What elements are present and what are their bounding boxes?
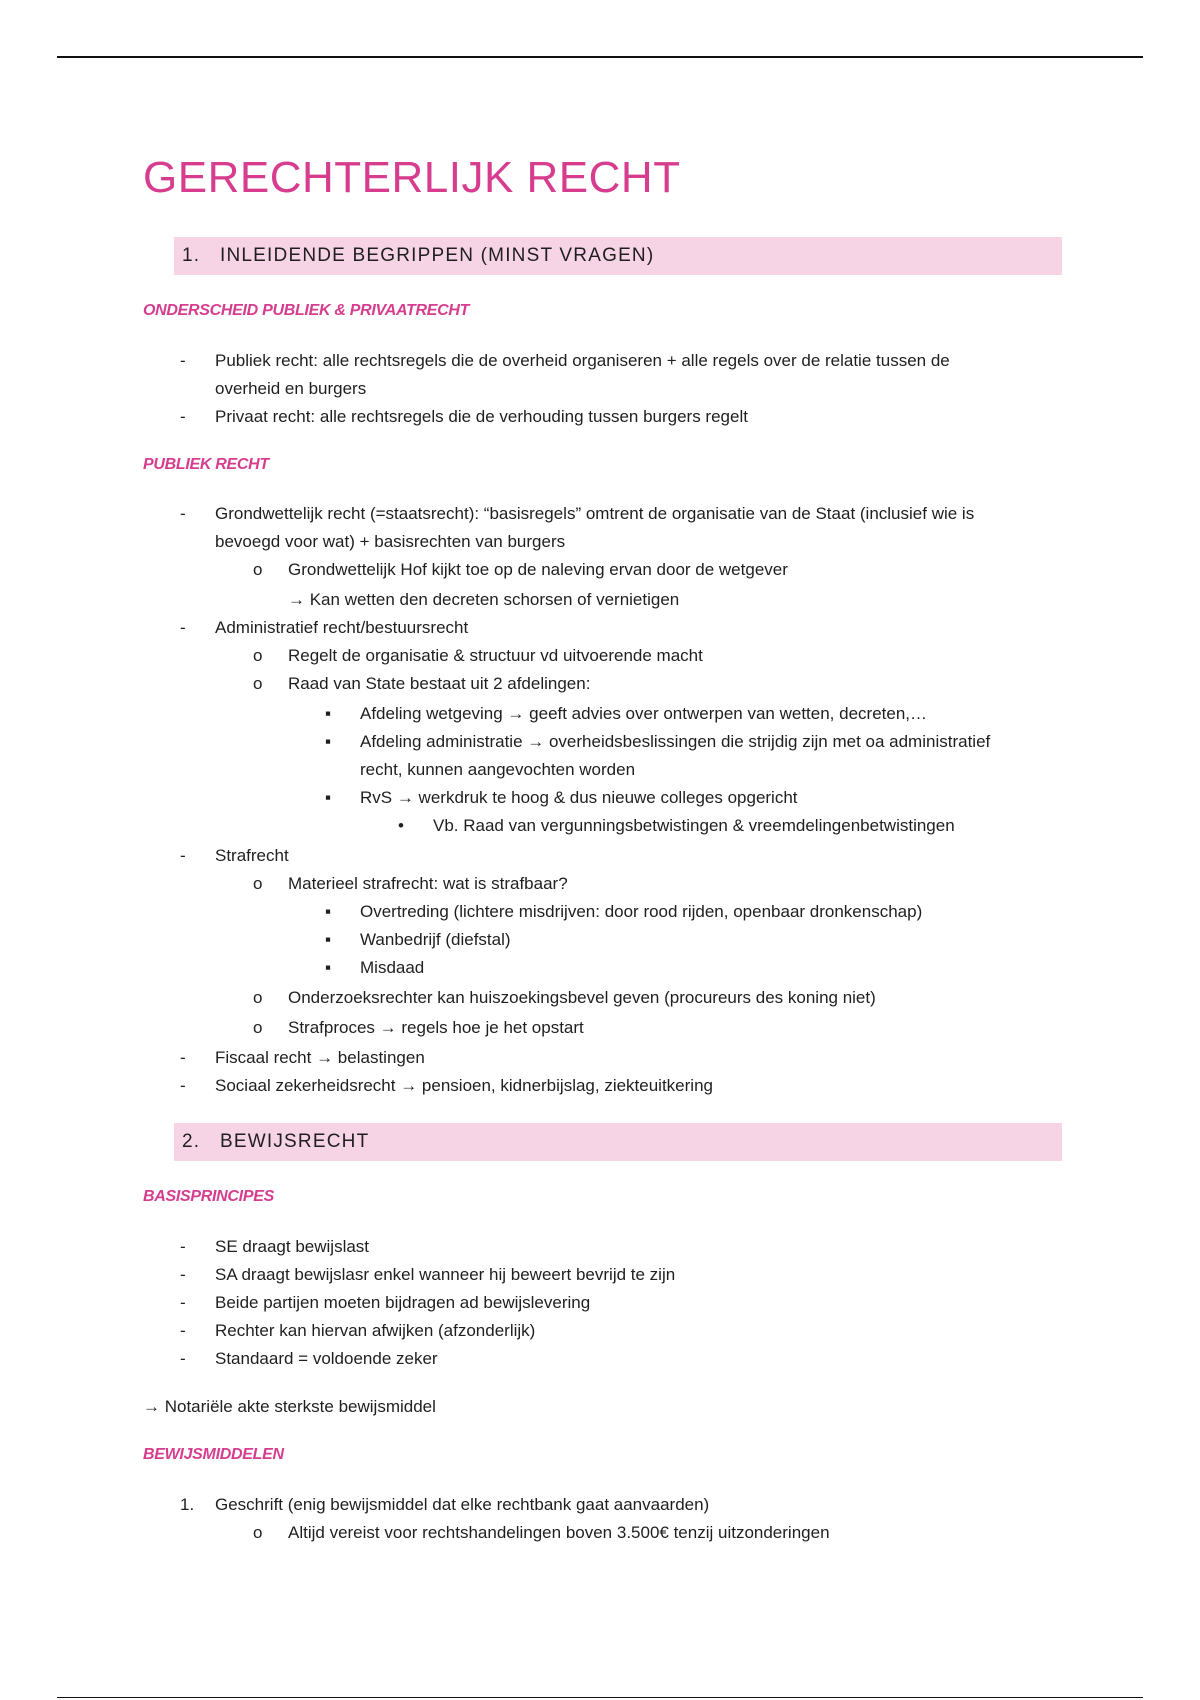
dash-bullet: -	[180, 1076, 186, 1095]
list-item: Strafproces → regels hoe je het opstart	[288, 1018, 584, 1037]
dash-bullet: -	[180, 1293, 186, 1312]
list-item: Sociaal zekerheidsrecht → pensioen, kidnerbijslag, ziekteuitkering	[215, 1076, 713, 1095]
section-title: INLEIDENDE BEGRIPPEN (MINST VRAGEN)	[220, 245, 655, 266]
section-heading-1	[174, 237, 1062, 275]
dash-bullet: -	[180, 1265, 186, 1284]
circle-bullet: o	[253, 646, 263, 665]
list-item: RvS → werkdruk te hoog & dus nieuwe colleges opgericht	[360, 788, 798, 807]
list-item: Strafrecht	[215, 846, 289, 865]
section-number: 1.	[182, 245, 201, 266]
square-bullet: ▪	[325, 704, 332, 723]
circle-bullet: o	[253, 1523, 263, 1542]
dot-bullet: •	[398, 816, 404, 835]
list-item: SE draagt bewijslast	[215, 1237, 370, 1256]
dash-bullet: -	[180, 351, 186, 370]
dash-bullet: -	[180, 1048, 186, 1067]
list-item: Geschrift (enig bewijsmiddel dat elke rechtbank gaat aanvaarden)	[215, 1495, 710, 1514]
list-item: Privaat recht: alle rechtsregels die de verhouding tussen burgers regelt	[215, 407, 748, 426]
list-item-cont: → Kan wetten den decreten schorsen of vernietigen	[288, 590, 680, 609]
section-number: 2.	[182, 1131, 201, 1152]
list-item: Afdeling wetgeving → geeft advies over ontwerpen van wetten, decreten,…	[360, 704, 928, 723]
list-item: Beide partijen moeten bijdragen ad bewijslevering	[215, 1293, 591, 1312]
list-item: Standaard = voldoende zeker	[215, 1349, 438, 1368]
circle-bullet: o	[253, 988, 263, 1007]
list-item: Raad van State bestaat uit 2 afdelingen:	[288, 674, 591, 693]
circle-bullet: o	[253, 560, 263, 579]
circle-bullet: o	[253, 1018, 263, 1037]
list-item-cont: bevoegd voor wat) + basisrechten van burgers	[215, 532, 566, 551]
dash-bullet: -	[180, 1349, 186, 1368]
square-bullet: ▪	[325, 788, 332, 807]
top-rule	[57, 56, 1143, 58]
list-item: Grondwettelijk Hof kijkt toe op de naleving ervan door de wetgever	[288, 560, 788, 579]
dash-bullet: -	[180, 407, 186, 426]
dash-bullet: -	[180, 1237, 186, 1256]
list-item-cont: overheid en burgers	[215, 379, 367, 398]
subheading-onderscheid: ONDERSCHEID PUBLIEK & PRIVAATRECHT	[143, 302, 470, 319]
list-item: Vb. Raad van vergunningsbetwistingen & vreemdelingenbetwistingen	[433, 816, 955, 835]
square-bullet: ▪	[325, 732, 332, 751]
list-item: Onderzoeksrechter kan huiszoekingsbevel geven (procureurs des koning niet)	[288, 988, 876, 1007]
list-item: SA draagt bewijslasr enkel wanneer hij beweert bevrijd te zijn	[215, 1265, 676, 1284]
list-item: Fiscaal recht → belastingen	[215, 1048, 425, 1067]
dash-bullet: -	[180, 504, 186, 523]
list-item: Administratief recht/bestuursrecht	[215, 618, 469, 637]
section-title: BEWIJSRECHT	[220, 1131, 370, 1152]
square-bullet: ▪	[325, 958, 332, 977]
list-item: Misdaad	[360, 958, 425, 977]
dash-bullet: -	[180, 1321, 186, 1340]
circle-bullet: o	[253, 674, 263, 693]
list-item: Grondwettelijk recht (=staatsrecht): “basisregels” omtrent de organisatie van de Staat (inclusief wie is	[215, 504, 975, 523]
list-item: Publiek recht: alle rechtsregels die de overheid organiseren + alle regels over de relatie tussen de	[215, 351, 950, 370]
note-line: → Notariële akte sterkste bewijsmiddel	[143, 1397, 436, 1416]
list-item: Altijd vereist voor rechtshandelingen boven 3.500€ tenzij uitzonderingen	[288, 1523, 830, 1542]
list-item: Regelt de organisatie & structuur vd uitvoerende macht	[288, 646, 703, 665]
subheading-basisprincipes: BASISPRINCIPES	[143, 1188, 274, 1205]
dash-bullet: -	[180, 618, 186, 637]
number-bullet: 1.	[180, 1495, 195, 1514]
square-bullet: ▪	[325, 930, 332, 949]
list-item: Wanbedrijf (diefstal)	[360, 930, 511, 949]
list-item-cont: recht, kunnen aangevochten worden	[360, 760, 636, 779]
page-title: GERECHTERLIJK RECHT	[143, 153, 681, 202]
list-item: Afdeling administratie → overheidsbeslissingen die strijdig zijn met oa administratief	[360, 732, 991, 751]
list-item: Overtreding (lichtere misdrijven: door rood rijden, openbaar dronkenschap)	[360, 902, 923, 921]
square-bullet: ▪	[325, 902, 332, 921]
list-item: Rechter kan hiervan afwijken (afzonderlijk)	[215, 1321, 536, 1340]
subheading-bewijsmiddelen: BEWIJSMIDDELEN	[143, 1446, 284, 1463]
circle-bullet: o	[253, 874, 263, 893]
subheading-publiek: PUBLIEK RECHT	[143, 456, 269, 473]
section-heading-2	[174, 1123, 1062, 1161]
dash-bullet: -	[180, 846, 186, 865]
bottom-rule	[57, 1697, 1143, 1698]
list-item: Materieel strafrecht: wat is strafbaar?	[288, 874, 568, 893]
